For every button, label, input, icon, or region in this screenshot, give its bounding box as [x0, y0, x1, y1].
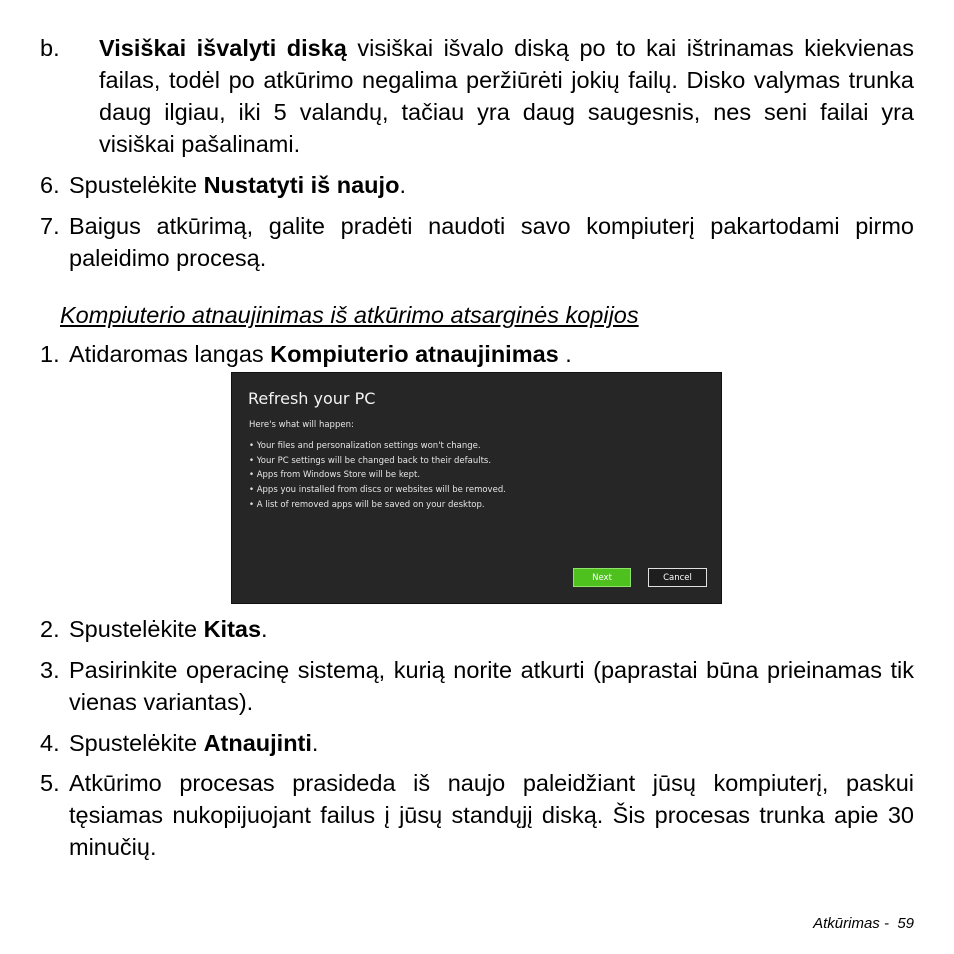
refresh-bullet: • Your files and personalization settings won't change. [249, 439, 506, 454]
refresh-pc-screenshot [231, 372, 722, 604]
step-2-bold: Kitas [203, 616, 262, 642]
step-4-text: Spustelėkite [69, 730, 204, 756]
step-7 [40, 210, 914, 274]
step-4-bold: Atnaujinti [203, 730, 312, 756]
refresh-bullet: • Apps you installed from discs or websites will be removed. [249, 483, 506, 498]
refresh-title: Refresh your PC [248, 389, 376, 408]
step-6-bold: Nustatyti iš naujo [203, 172, 400, 198]
step-4 [40, 727, 914, 759]
refresh-bullet: • A list of removed apps will be saved on your desktop. [249, 498, 506, 513]
step-3-text: Pasirinkite operacinę sistemą, kurią norite atkurti (paprastai būna prieinamas tik vienas variantas). [69, 657, 914, 715]
step-2 [40, 613, 914, 645]
section-heading: Kompiuterio atnaujinimas iš atkūrimo atsarginės kopijos [60, 302, 639, 328]
step-6-punct: . [399, 172, 406, 198]
step-1-punct: . [558, 341, 572, 367]
step-1 [40, 338, 914, 370]
step-5-number: 5. [40, 770, 60, 796]
step-6-text: Spustelėkite [69, 172, 204, 198]
next-button[interactable]: Next [573, 568, 631, 587]
step-6 [40, 169, 914, 201]
step-5 [40, 767, 914, 863]
item-b-bold: Visiškai išvalyti diską [99, 35, 347, 61]
step-7-text: Baigus atkūrimą, galite pradėti naudoti savo kompiuterį pakartodami pirmo paleidimo procesą. [69, 213, 914, 271]
refresh-bullet-list [249, 439, 506, 513]
step-1-text: Atidaromas langas [69, 341, 271, 367]
step-7-number: 7. [40, 213, 60, 239]
step-4-punct: . [311, 730, 319, 756]
step-1-number: 1. [40, 341, 60, 367]
refresh-subtitle: Here's what will happen: [249, 420, 354, 430]
page-footer [813, 915, 914, 932]
step-4-number: 4. [40, 730, 60, 756]
step-6-number: 6. [40, 172, 60, 198]
cancel-button[interactable]: Cancel [648, 568, 707, 587]
footer-section: Atkūrimas - [813, 915, 889, 932]
step-3 [40, 654, 914, 718]
refresh-bullet: • Apps from Windows Store will be kept. [249, 468, 506, 483]
step-5-text: Atkūrimo procesas prasideda iš naujo paleidžiant jūsų kompiuterį, paskui tęsiamas nukopijuojant failus į jūsų standųjį diską. Šis procesas trunka apie 30 minučių. [69, 770, 914, 860]
step-2-text: Spustelėkite [69, 616, 204, 642]
item-b [40, 32, 914, 160]
page-number: 59 [897, 915, 914, 932]
refresh-bullet: • Your PC settings will be changed back to their defaults. [249, 454, 506, 469]
step-2-punct: . [261, 616, 268, 642]
item-b-marker: b. [40, 35, 60, 61]
step-3-number: 3. [40, 657, 60, 683]
item-b-text: visiškai išvalo diską po to kai ištrinamas kiekvienas failas, todėl po atkūrimo negalima peržiūrėti jokių failų. Disko valymas trunka daug ilgiau, iki 5 valandų, tačiau yra daug saugesnis, nes seni failai yra visiškai pašalinami. [99, 35, 914, 157]
step-2-number: 2. [40, 616, 60, 642]
step-1-bold: Kompiuterio atnaujinimas [270, 341, 559, 367]
